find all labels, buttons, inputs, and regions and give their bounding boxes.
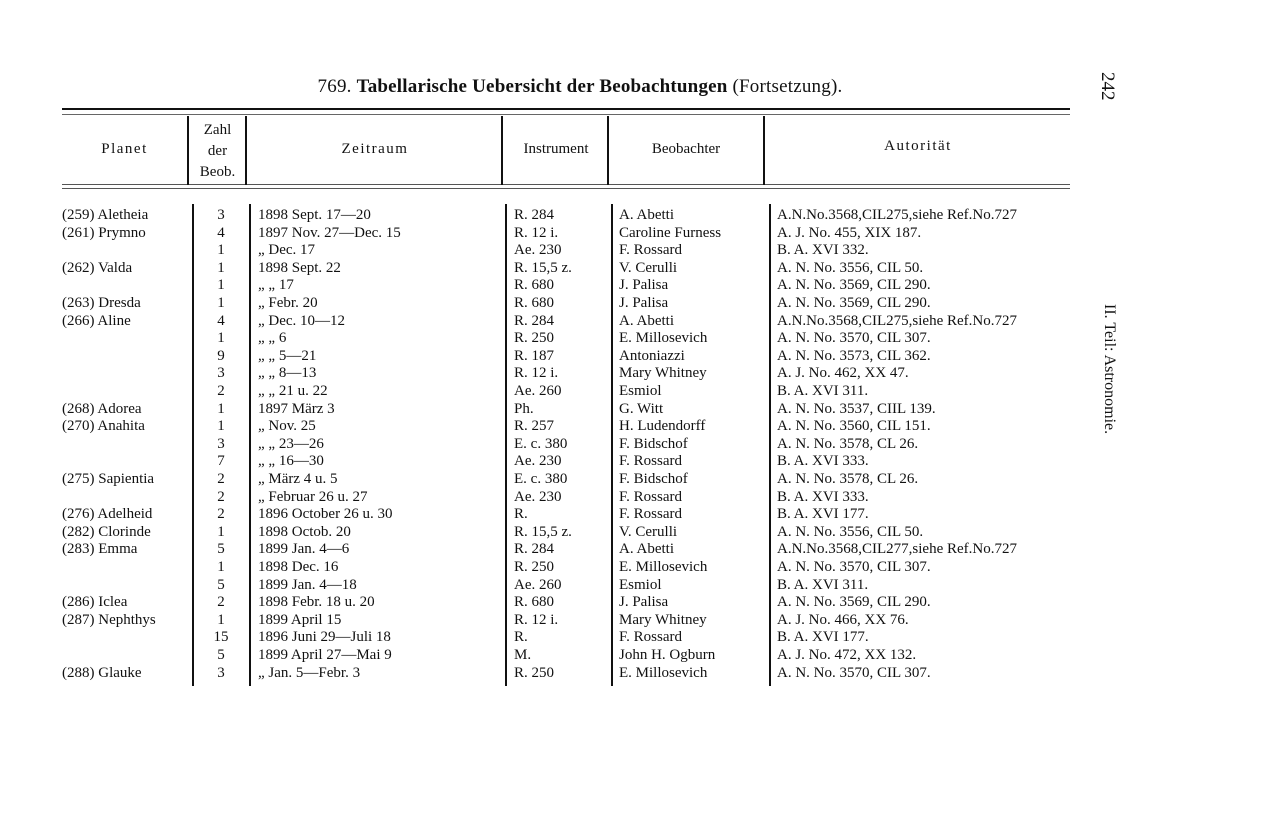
cell-beobachter: J. Palisa xyxy=(619,295,669,311)
cell-autoritaet: B. A. XVI 333. xyxy=(777,453,869,470)
cell-autoritaet: A. N. No. 3537, CIIL 139. xyxy=(777,400,936,417)
cell-zeitraum: 1898 Dec. 16 xyxy=(258,559,339,575)
cell-instrument: R. 680 xyxy=(514,594,555,611)
table-row xyxy=(0,260,1275,278)
cell-beobachter: Esmiol xyxy=(619,576,662,593)
cell-zahl: 5 xyxy=(217,541,225,558)
cell-zahl: 1 xyxy=(217,242,225,259)
cell-autoritaet: A. N. No. 3573, CIL 362. xyxy=(777,347,931,364)
cell-autoritaet: B. A. XVI 311. xyxy=(777,383,869,399)
table-row xyxy=(0,612,1275,630)
cell-zeitraum: „ „ 17 xyxy=(258,277,294,294)
cell-beobachter: F. Rossard xyxy=(619,242,682,259)
cell-instrument: R. 12 i. xyxy=(514,611,559,628)
cell-autoritaet: B. A. XVI 332. xyxy=(777,242,869,259)
cell-instrument: R. 250 xyxy=(514,330,555,347)
table-row xyxy=(0,489,1275,507)
cell-instrument: R. 680 xyxy=(514,295,555,311)
cell-zeitraum: 1897 Nov. 27—Dec. 15 xyxy=(258,224,401,241)
table-row xyxy=(0,559,1275,577)
cell-zeitraum: „ Dec. 17 xyxy=(258,242,316,259)
cell-beobachter: Antoniazzi xyxy=(619,347,685,364)
cell-zahl: 5 xyxy=(217,647,225,663)
cell-zahl: 3 xyxy=(217,365,225,382)
cell-instrument: R. 680 xyxy=(514,277,555,294)
cell-zeitraum: „ „ 5—21 xyxy=(258,347,317,364)
cell-zeitraum: 1899 Jan. 4—18 xyxy=(258,576,357,593)
cell-instrument: R. 15,5 z. xyxy=(514,523,572,540)
header-zahl-line3: Beob. xyxy=(199,164,236,180)
title-number: 769. xyxy=(317,76,352,97)
cell-zeitraum: „ „ 16—30 xyxy=(258,453,324,470)
cell-zeitraum: „ März 4 u. 5 xyxy=(258,471,338,487)
cell-zahl: 2 xyxy=(217,383,225,399)
cell-beobachter: F. Rossard xyxy=(619,453,682,470)
top-rule xyxy=(62,108,1070,110)
table-row xyxy=(0,453,1275,471)
cell-autoritaet: A. N. No. 3570, CIL 307. xyxy=(777,330,931,347)
cell-instrument: R. xyxy=(514,506,528,523)
cell-autoritaet: A. N. No. 3560, CIL 151. xyxy=(777,418,931,435)
table-row xyxy=(0,629,1275,647)
cell-planet: (261) Prymno xyxy=(62,224,146,241)
top-rule-thin xyxy=(62,114,1070,115)
cell-instrument: R. 12 i. xyxy=(514,365,559,382)
cell-zeitraum: „ Nov. 25 xyxy=(258,418,316,435)
cell-instrument: R. 250 xyxy=(514,664,555,681)
cell-instrument: Ae. 260 xyxy=(514,383,562,399)
header-instrument: Instrument xyxy=(523,141,589,157)
table-row xyxy=(0,277,1275,295)
cell-zeitraum: „ „ 8—13 xyxy=(258,365,317,382)
header-zahl xyxy=(190,120,245,183)
col-divider xyxy=(501,116,503,185)
cell-instrument: R. 12 i. xyxy=(514,224,559,241)
cell-zahl: 4 xyxy=(217,312,225,329)
cell-instrument: Ae. 230 xyxy=(514,242,562,259)
cell-autoritaet: A. N. No. 3578, CL 26. xyxy=(777,471,919,487)
cell-planet: (268) Adorea xyxy=(62,400,142,417)
cell-zahl: 1 xyxy=(217,295,225,311)
cell-beobachter: A. Abetti xyxy=(619,312,674,329)
cell-instrument: R. 187 xyxy=(514,347,555,364)
header-autoritaet: Autorität xyxy=(884,138,952,154)
title-suffix: (Fortsetzung). xyxy=(732,76,843,97)
cell-beobachter: Mary Whitney xyxy=(619,365,707,382)
cell-zahl: 1 xyxy=(217,330,225,347)
cell-zahl: 4 xyxy=(217,224,225,241)
cell-zahl: 9 xyxy=(217,347,225,364)
cell-autoritaet: B. A. XVI 177. xyxy=(777,629,869,646)
header-rule-double xyxy=(62,188,1070,189)
cell-autoritaet: A. N. No. 3578, CL 26. xyxy=(777,435,919,452)
table-row xyxy=(0,665,1275,683)
cell-planet: (288) Glauke xyxy=(62,664,142,681)
cell-beobachter: F. Rossard xyxy=(619,629,682,646)
cell-planet: (262) Valda xyxy=(62,259,133,276)
cell-planet: (282) Clorinde xyxy=(62,523,151,540)
table-row xyxy=(0,383,1275,401)
cell-zahl: 1 xyxy=(217,277,225,294)
cell-zeitraum: 1898 Octob. 20 xyxy=(258,523,351,540)
cell-autoritaet: B. A. XVI 177. xyxy=(777,506,869,523)
cell-zeitraum: „ „ 23—26 xyxy=(258,435,324,452)
cell-zeitraum: 1896 October 26 u. 30 xyxy=(258,506,393,523)
header-zeitraum: Zeitraum xyxy=(341,141,409,157)
table-row xyxy=(0,207,1275,225)
header-beobachter: Beobachter xyxy=(651,141,721,157)
cell-autoritaet: A.N.No.3568,CIL275,siehe Ref.No.727 xyxy=(777,312,1017,329)
cell-instrument: R. 284 xyxy=(514,312,555,329)
cell-beobachter: J. Palisa xyxy=(619,277,669,294)
cell-zahl: 1 xyxy=(217,400,225,417)
cell-planet: (259) Aletheia xyxy=(62,207,149,223)
cell-zeitraum: 1899 April 27—Mai 9 xyxy=(258,647,392,663)
cell-zeitraum: „ „ 6 xyxy=(258,330,287,347)
cell-zahl: 1 xyxy=(217,418,225,435)
cell-beobachter: E. Millosevich xyxy=(619,559,708,575)
col-divider xyxy=(187,116,189,185)
cell-instrument: R. 284 xyxy=(514,541,555,558)
running-side-label: II. Teil: Astronomie. xyxy=(1101,304,1118,435)
page-number: 242 xyxy=(1097,72,1118,101)
cell-planet: (283) Emma xyxy=(62,541,138,558)
cell-zeitraum: „ Febr. 20 xyxy=(258,295,318,311)
cell-beobachter: Esmiol xyxy=(619,383,662,399)
cell-autoritaet: A. N. No. 3570, CIL 307. xyxy=(777,559,931,575)
cell-instrument: E. c. 380 xyxy=(514,435,568,452)
cell-instrument: R. xyxy=(514,629,528,646)
col-divider xyxy=(607,116,609,185)
cell-instrument: R. 250 xyxy=(514,559,555,575)
cell-beobachter: F. Bidschof xyxy=(619,435,688,452)
table-row xyxy=(0,647,1275,665)
cell-instrument: R. 15,5 z. xyxy=(514,259,572,276)
cell-zeitraum: 1896 Juni 29—Juli 18 xyxy=(258,629,391,646)
table-row xyxy=(0,436,1275,454)
cell-autoritaet: B. A. XVI 333. xyxy=(777,488,869,505)
cell-zeitraum: 1898 Sept. 22 xyxy=(258,259,341,276)
cell-instrument: Ae. 260 xyxy=(514,576,562,593)
cell-autoritaet: A. J. No. 466, XX 76. xyxy=(777,611,909,628)
header-planet: Planet xyxy=(101,141,148,157)
cell-beobachter: E. Millosevich xyxy=(619,664,708,681)
cell-autoritaet: A. N. No. 3570, CIL 307. xyxy=(777,664,931,681)
cell-zahl: 2 xyxy=(217,471,225,487)
header-zahl-line1: Zahl xyxy=(203,122,232,138)
cell-planet: (276) Adelheid xyxy=(62,506,153,523)
cell-autoritaet: A. N. No. 3569, CIL 290. xyxy=(777,594,931,611)
cell-beobachter: V. Cerulli xyxy=(619,259,678,276)
cell-zeitraum: „ Dec. 10—12 xyxy=(258,312,346,329)
cell-zahl: 3 xyxy=(217,435,225,452)
cell-beobachter: Caroline Furness xyxy=(619,224,722,241)
cell-zahl: 2 xyxy=(217,506,225,523)
cell-zahl: 2 xyxy=(217,594,225,611)
cell-zahl: 3 xyxy=(217,664,225,681)
table-row xyxy=(0,401,1275,419)
cell-planet: (266) Aline xyxy=(62,312,131,329)
cell-beobachter: F. Rossard xyxy=(619,506,682,523)
cell-autoritaet: A. N. No. 3569, CIL 290. xyxy=(777,295,931,311)
table-row xyxy=(0,524,1275,542)
cell-zahl: 15 xyxy=(213,629,229,646)
table-row xyxy=(0,418,1275,436)
cell-zeitraum: 1899 April 15 xyxy=(258,611,342,628)
page-title xyxy=(150,76,1010,98)
cell-autoritaet: A. J. No. 472, XX 132. xyxy=(777,647,917,663)
cell-autoritaet: A. N. No. 3556, CIL 50. xyxy=(777,523,924,540)
cell-instrument: E. c. 380 xyxy=(514,471,568,487)
col-divider xyxy=(763,116,765,185)
cell-beobachter: H. Ludendorff xyxy=(619,418,706,435)
cell-instrument: R. 284 xyxy=(514,207,555,223)
col-divider xyxy=(245,116,247,185)
cell-instrument: Ph. xyxy=(514,400,534,417)
cell-beobachter: F. Bidschof xyxy=(619,471,688,487)
table-row xyxy=(0,313,1275,331)
table-row xyxy=(0,594,1275,612)
cell-beobachter: A. Abetti xyxy=(619,207,674,223)
cell-zeitraum: 1898 Febr. 18 u. 20 xyxy=(258,594,375,611)
cell-autoritaet: B. A. XVI 311. xyxy=(777,576,869,593)
header-zahl-line2: der xyxy=(207,143,228,159)
table-row xyxy=(0,541,1275,559)
cell-planet: (287) Nephthys xyxy=(62,611,156,628)
cell-beobachter: E. Millosevich xyxy=(619,330,708,347)
cell-zeitraum: „ „ 21 u. 22 xyxy=(258,383,328,399)
cell-zahl: 3 xyxy=(217,207,225,223)
table-row xyxy=(0,225,1275,243)
table-row xyxy=(0,330,1275,348)
cell-zahl: 2 xyxy=(217,488,225,505)
table-row xyxy=(0,365,1275,383)
cell-zahl: 5 xyxy=(217,576,225,593)
cell-autoritaet: A.N.No.3568,CIL275,siehe Ref.No.727 xyxy=(777,207,1017,223)
cell-zahl: 1 xyxy=(217,611,225,628)
cell-zahl: 7 xyxy=(217,453,225,470)
cell-zeitraum: 1899 Jan. 4—6 xyxy=(258,541,350,558)
cell-instrument: R. 257 xyxy=(514,418,555,435)
cell-zeitraum: „ Jan. 5—Febr. 3 xyxy=(258,664,361,681)
title-main: Tabellarische Uebersicht der Beobachtungen xyxy=(356,76,728,97)
cell-instrument: Ae. 230 xyxy=(514,488,562,505)
cell-beobachter: Mary Whitney xyxy=(619,611,707,628)
cell-zeitraum: „ Februar 26 u. 27 xyxy=(258,488,368,505)
table-row xyxy=(0,348,1275,366)
cell-planet: (286) Iclea xyxy=(62,594,128,611)
cell-instrument: Ae. 230 xyxy=(514,453,562,470)
cell-beobachter: A. Abetti xyxy=(619,541,674,558)
cell-zahl: 1 xyxy=(217,523,225,540)
cell-planet: (263) Dresda xyxy=(62,295,141,311)
table-row xyxy=(0,506,1275,524)
cell-autoritaet: A. N. No. 3569, CIL 290. xyxy=(777,277,931,294)
cell-beobachter: J. Palisa xyxy=(619,594,669,611)
cell-zahl: 1 xyxy=(217,559,225,575)
cell-planet: (270) Anahita xyxy=(62,418,145,435)
cell-beobachter: John H. Ogburn xyxy=(619,647,716,663)
cell-beobachter: F. Rossard xyxy=(619,488,682,505)
header-rule xyxy=(62,184,1070,185)
cell-planet: (275) Sapientia xyxy=(62,471,155,487)
table-row xyxy=(0,295,1275,313)
cell-beobachter: G. Witt xyxy=(619,400,664,417)
cell-autoritaet: A. J. No. 462, XX 47. xyxy=(777,365,909,382)
cell-autoritaet: A.N.No.3568,CIL277,siehe Ref.No.727 xyxy=(777,541,1017,558)
cell-zahl: 1 xyxy=(217,259,225,276)
cell-autoritaet: A. N. No. 3556, CIL 50. xyxy=(777,259,924,276)
cell-beobachter: V. Cerulli xyxy=(619,523,678,540)
table-row xyxy=(0,242,1275,260)
cell-autoritaet: A. J. No. 455, XIX 187. xyxy=(777,224,922,241)
cell-zeitraum: 1897 März 3 xyxy=(258,400,335,417)
cell-zeitraum: 1898 Sept. 17—20 xyxy=(258,207,371,223)
table-row xyxy=(0,471,1275,489)
cell-instrument: M. xyxy=(514,647,532,663)
table-row xyxy=(0,577,1275,595)
